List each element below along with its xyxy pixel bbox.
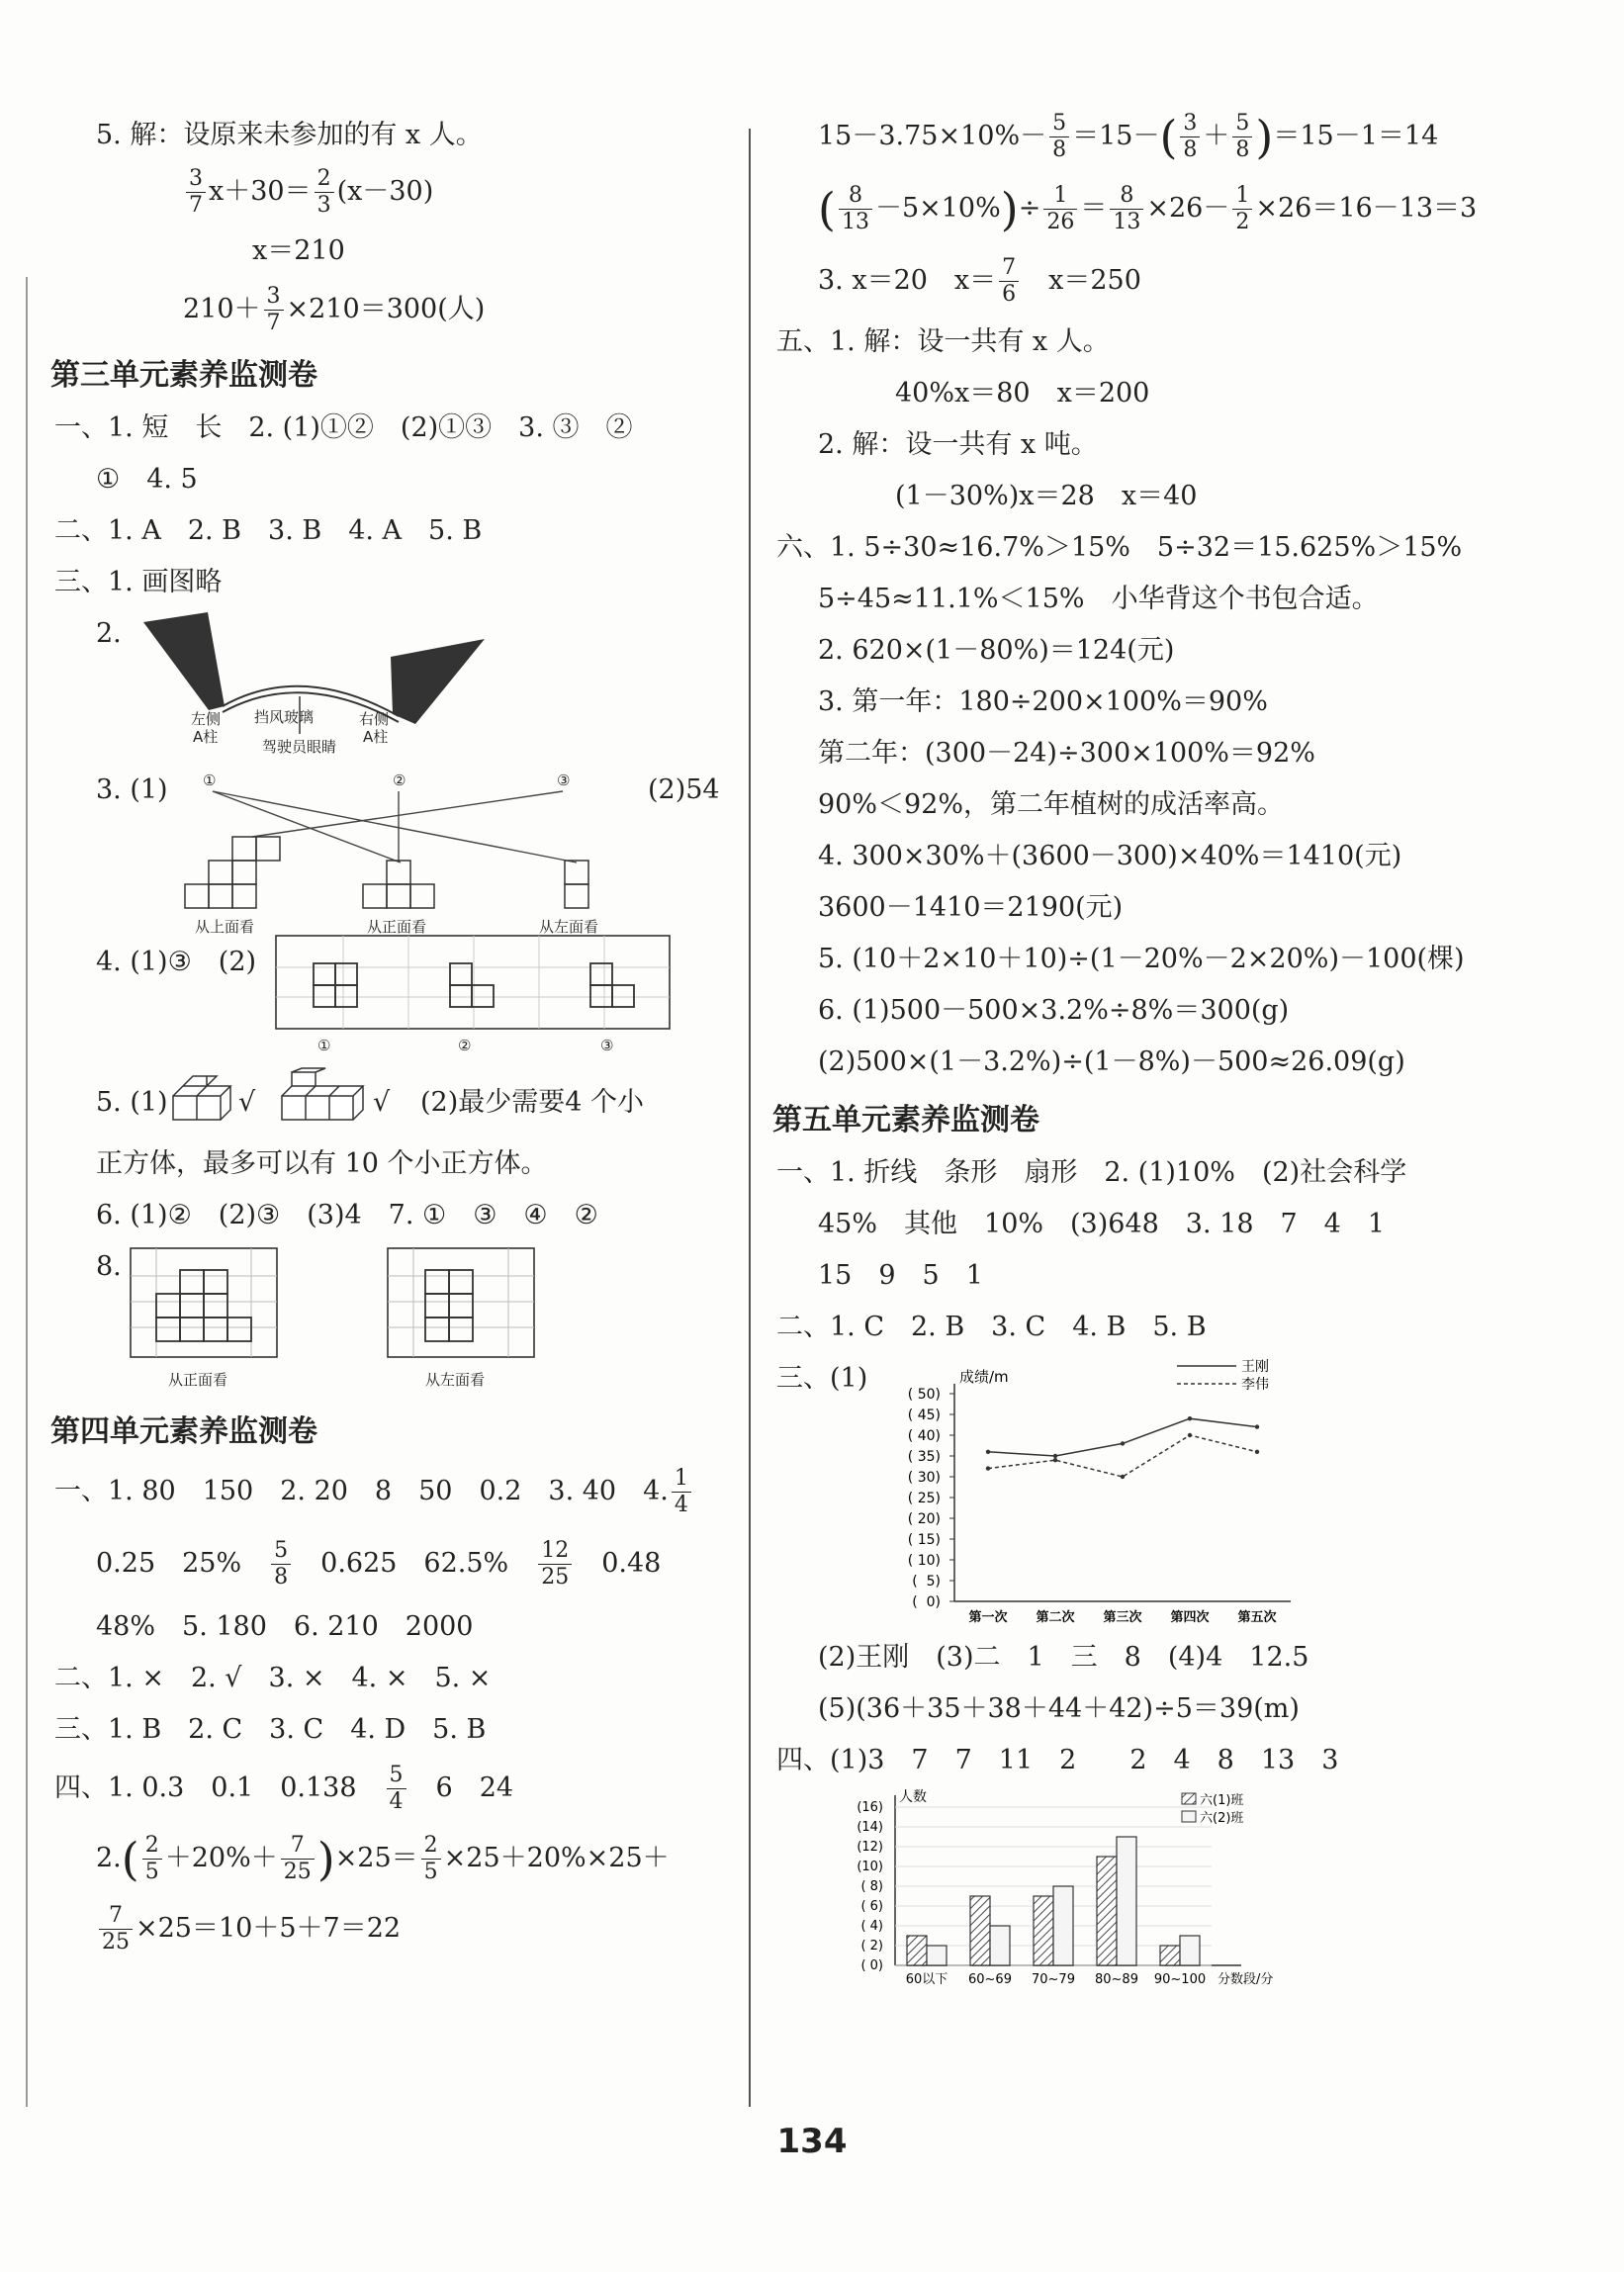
svg-text:②: ② bbox=[458, 1037, 472, 1054]
y-tick-label: ( 2) bbox=[860, 1939, 883, 1954]
data-point bbox=[1053, 1454, 1057, 1458]
frac-3-7: $\frac{3}{7}$ bbox=[264, 284, 284, 336]
svg-text:①: ① bbox=[203, 772, 217, 789]
legend-label: 王刚 bbox=[1241, 1359, 1269, 1375]
frac-7-6: $\frac{7}{6}$ bbox=[999, 255, 1019, 308]
frac-7-25: $\frac{7}{25}$ bbox=[99, 1903, 133, 1955]
r-line3: 3. x＝20 x＝ $\frac{7}{6}$ x＝250 bbox=[818, 255, 1141, 307]
line-chart bbox=[865, 1354, 1330, 1633]
x-tick-label: 90~100 bbox=[1153, 1972, 1207, 1987]
r-line21: 15 9 5 1 bbox=[818, 1260, 983, 1291]
data-point bbox=[1121, 1441, 1125, 1445]
u3-line4: 三、1. 画图略 bbox=[54, 567, 223, 597]
label-eye: 驾驶员眼睛 bbox=[262, 738, 337, 756]
bar-chart-block bbox=[776, 1789, 1489, 1991]
r-line4: 五、1. 解：设一共有 x 人。 bbox=[776, 326, 1110, 357]
data-point bbox=[1255, 1450, 1259, 1454]
r-line11: 3. 第一年：180÷200×100%＝90% bbox=[818, 686, 1268, 717]
column-divider bbox=[749, 129, 751, 2107]
r-line10: 2. 620×(1－80%)＝124(元) bbox=[818, 635, 1175, 666]
bar-2 bbox=[927, 1946, 947, 1965]
u3-q3-figure: 3. (1) (2)54 ① ② ③ 从上面看 从正面看 从左面看 bbox=[54, 764, 737, 938]
y-tick-label: ( 25) bbox=[907, 1491, 941, 1506]
data-point bbox=[986, 1450, 990, 1454]
frac-1-26: $\frac{1}{26}$ bbox=[1043, 183, 1077, 235]
windshield-diagram bbox=[134, 607, 549, 756]
r-line16: 5. (10＋2×10＋10)÷(1－20%－2×20%)－100(棵) bbox=[818, 944, 1465, 974]
x-tick-label: 60~69 bbox=[968, 1972, 1012, 1987]
frac-2-5: $\frac{2}{5}$ bbox=[421, 1833, 441, 1885]
r-line20: 45% 其他 10% (3)648 3. 18 7 4 1 bbox=[818, 1209, 1386, 1239]
svg-text:从正面看: 从正面看 bbox=[367, 918, 427, 936]
data-point bbox=[1121, 1475, 1125, 1479]
u3-line2: ① 4. 5 bbox=[96, 464, 198, 495]
u3-line1: 一、1. 短 长 2. (1)①② (2)①③ 3. ③ ② bbox=[54, 412, 633, 443]
u4-line4: 二、1. × 2. √ 3. × 4. × 5. × bbox=[54, 1663, 492, 1693]
y-tick-label: ( 30) bbox=[907, 1470, 941, 1486]
svg-text:A柱: A柱 bbox=[363, 728, 389, 746]
label-left: 左侧 bbox=[191, 710, 222, 728]
frac-2-5: $\frac{2}{5}$ bbox=[142, 1833, 162, 1885]
series-line-1 bbox=[988, 1418, 1257, 1456]
q8-views bbox=[129, 1246, 574, 1395]
line-chart-block: 三、(1) ( 0) ( 5) ( 10) ( 15) ( 20) ( 25) ( 30) ( 35) ( 40) ( 45) ( 50) 成绩/m 第一次 第二次 第三次 第四次 第五次 王刚 李伟 bbox=[776, 1360, 1489, 1639]
r-line14: 4. 300×30%＋(3600－300)×40%＝1410(元) bbox=[818, 841, 1402, 871]
y-tick-label: ( 4) bbox=[860, 1919, 883, 1934]
r-line15: 3600－1410＝2190(元) bbox=[818, 892, 1124, 923]
svg-text:③: ③ bbox=[600, 1037, 614, 1054]
r-line1: 15－3.75×10%－ $\frac{5}{8}$ ＝15－( $\frac{3}{8}$ ＋ $\frac{5}{8}$ )＝15－1＝14 bbox=[818, 110, 1439, 164]
svg-text:A柱: A柱 bbox=[193, 728, 219, 746]
u3-q2-figure: 2. 左侧 A柱 挡风玻璃 右侧 A柱 驾驶员眼睛 bbox=[54, 615, 737, 764]
u4-line6: 四、1. 0.3 0.1 0.138 $\frac{5}{4}$ 6 24 bbox=[54, 1763, 514, 1814]
q5-head: 5. 解：设原来未参加的有 x 人。 bbox=[96, 120, 483, 150]
r-line13: 90%＜92%，第二年植树的成活率高。 bbox=[818, 789, 1285, 820]
svg-text:①: ① bbox=[317, 1037, 331, 1054]
r-line2: ( $\frac{8}{13}$ －5×10%)÷ $\frac{1}{26}$ ＝ $\frac{8}{13}$ ×26－ $\frac{1}{2}$ ×26＝16－13＝3 bbox=[818, 182, 1478, 236]
left-margin-rule bbox=[26, 277, 28, 2107]
q4-views bbox=[274, 934, 675, 1060]
cube-sketches bbox=[163, 1066, 381, 1128]
y-axis-label: 人数 bbox=[899, 1789, 927, 1805]
svg-text:②: ② bbox=[393, 772, 406, 789]
right-pillar-shade bbox=[391, 639, 485, 724]
svg-text:从左面看: 从左面看 bbox=[425, 1371, 486, 1389]
legend-label: 李伟 bbox=[1241, 1377, 1269, 1393]
r-line26: 四、(1)3 7 7 11 2 2 4 8 13 3 bbox=[776, 1745, 1339, 1775]
q8-front bbox=[156, 1270, 251, 1341]
legend-label: 六(1)班 bbox=[1200, 1793, 1244, 1808]
r-line18: (2)500×(1－3.2%)÷(1－8%)－500≈26.09(g) bbox=[818, 1046, 1405, 1077]
frac-3-8: $\frac{3}{8}$ bbox=[1180, 111, 1200, 163]
page-number: 134 bbox=[776, 2122, 848, 2161]
r-line24: (2)王刚 (3)二 1 三 8 (4)4 12.5 bbox=[818, 1642, 1309, 1673]
data-point bbox=[1053, 1458, 1057, 1462]
unit4-title: 第四单元素养监测卷 bbox=[50, 1414, 317, 1449]
frac-3-7: $\frac{3}{7}$ bbox=[186, 166, 206, 219]
frac-1-4: $\frac{1}{4}$ bbox=[672, 1466, 691, 1518]
x-tick-label: 第二次 bbox=[1036, 1610, 1075, 1625]
r-line22: 二、1. C 2. B 3. C 4. B 5. B bbox=[776, 1312, 1207, 1342]
label-right: 右侧 bbox=[359, 710, 390, 728]
y-tick-label: (14) bbox=[857, 1820, 883, 1835]
x-tick-label: 80~89 bbox=[1095, 1972, 1138, 1987]
y-tick-label: ( 8) bbox=[860, 1879, 883, 1894]
u4-line5: 三、1. B 2. C 3. C 4. D 5. B bbox=[54, 1714, 487, 1745]
label-windshield: 挡风玻璃 bbox=[254, 708, 315, 726]
r-line19: 一、1. 折线 条形 扇形 2. (1)10% (2)社会科学 bbox=[776, 1157, 1407, 1188]
y-tick-label: (16) bbox=[857, 1800, 883, 1815]
u3-q5-cont: 正方体，最多可以有 10 个小正方体。 bbox=[96, 1148, 548, 1179]
x-tick-label: 70~79 bbox=[1032, 1972, 1075, 1987]
frac-5-8: $\frac{5}{8}$ bbox=[1232, 111, 1252, 163]
data-point bbox=[1255, 1424, 1259, 1428]
unit3-title: 第三单元素养监测卷 bbox=[50, 358, 317, 393]
u4-line7: 2.( $\frac{2}{5}$ ＋20%＋ $\frac{7}{25}$ )×25＝ $\frac{2}{5}$ ×25＋20%×25＋ bbox=[96, 1832, 670, 1886]
bar-chart bbox=[816, 1785, 1310, 1993]
svg-text:从正面看: 从正面看 bbox=[168, 1371, 228, 1389]
r-line25: (5)(36＋35＋38＋44＋42)÷5＝39(m) bbox=[818, 1693, 1300, 1724]
frac-5-4: $\frac{5}{4}$ bbox=[387, 1763, 406, 1815]
view-1 bbox=[314, 963, 357, 1007]
view-3 bbox=[590, 963, 634, 1007]
q5-eq1: $\frac{3}{7}$ x＋30＝ $\frac{2}{3}$ (x－30) bbox=[54, 166, 737, 219]
u3-q4-figure: 4. (1)③ (2) ① ② ③ bbox=[54, 944, 737, 1070]
u4-line2: 0.25 25% $\frac{5}{8}$ 0.625 62.5% $\frac{12}{25}$ 0.48 bbox=[96, 1538, 662, 1590]
u4-line3: 48% 5. 180 6. 210 2000 bbox=[96, 1611, 474, 1642]
y-tick-label: (10) bbox=[857, 1860, 883, 1874]
r-line12: 第二年：(300－24)÷300×100%＝92% bbox=[818, 738, 1315, 769]
r-line9: 5÷45≈11.1%＜15% 小华背这个书包合适。 bbox=[818, 584, 1379, 614]
x-tick-label: 第四次 bbox=[1170, 1610, 1210, 1625]
y-tick-label: ( 45) bbox=[907, 1408, 941, 1423]
data-point bbox=[1188, 1416, 1192, 1420]
data-point bbox=[1188, 1433, 1192, 1437]
x-tick-label: 第一次 bbox=[968, 1610, 1008, 1625]
legend-swatch bbox=[1182, 1811, 1196, 1822]
bar-2 bbox=[1053, 1886, 1073, 1965]
y-tick-label: ( 6) bbox=[860, 1899, 883, 1914]
svg-text:从左面看: 从左面看 bbox=[539, 918, 599, 936]
y-tick-label: ( 15) bbox=[907, 1532, 941, 1548]
bar-2 bbox=[1117, 1837, 1136, 1965]
bar-1 bbox=[1097, 1857, 1117, 1965]
frac-5-8: $\frac{5}{8}$ bbox=[271, 1538, 291, 1590]
x-axis-label: 分数段/分 bbox=[1218, 1972, 1274, 1987]
u4-line8: $\frac{7}{25}$ ×25＝10＋5＋7＝22 bbox=[54, 1903, 737, 1955]
r-line5: 40%x＝80 x＝200 bbox=[895, 378, 1150, 409]
frac-12-25: $\frac{12}{25}$ bbox=[538, 1538, 572, 1590]
y-tick-label: ( 5) bbox=[912, 1574, 941, 1590]
u3-q8-figure: 8. 从正面看 从左面看 bbox=[54, 1248, 737, 1397]
u3-q6: 6. (1)② (2)③ (3)4 7. ① ③ ④ ② bbox=[96, 1200, 598, 1230]
frac-8-13: $\frac{8}{13}$ bbox=[1110, 183, 1143, 235]
x-tick-label: 第五次 bbox=[1237, 1610, 1277, 1625]
q8-left bbox=[425, 1270, 473, 1341]
y-tick-label: ( 10) bbox=[907, 1553, 941, 1569]
legend-label: 六(2)班 bbox=[1200, 1811, 1244, 1826]
y-tick-label: ( 20) bbox=[907, 1511, 941, 1527]
q5-eq2: x＝210 bbox=[252, 235, 345, 266]
bar-2 bbox=[1180, 1936, 1200, 1965]
u3-q5: 5. (1) √ √ (2)最少需要4 个小 bbox=[54, 1074, 737, 1132]
unit5-title: 第五单元素养监测卷 bbox=[772, 1103, 1039, 1137]
left-column bbox=[50, 117, 737, 1969]
top-view bbox=[185, 837, 280, 908]
u4-line1: 一、1. 80 150 2. 20 8 50 0.2 3. 40 4. $\frac{1}{4}$ bbox=[54, 1466, 737, 1518]
y-tick-label: ( 40) bbox=[907, 1428, 941, 1444]
y-tick-label: (12) bbox=[857, 1840, 883, 1855]
views-matching bbox=[173, 764, 648, 938]
bar-1 bbox=[1034, 1896, 1053, 1965]
r-line17: 6. (1)500－500×3.2%÷8%＝300(g) bbox=[818, 995, 1290, 1026]
view-2 bbox=[450, 963, 494, 1007]
r-line6: 2. 解：设一共有 x 吨。 bbox=[818, 429, 1098, 460]
bar-1 bbox=[970, 1896, 990, 1965]
x-tick-label: 第三次 bbox=[1103, 1610, 1142, 1625]
bar-1 bbox=[907, 1936, 927, 1965]
x-tick-label: 60以下 bbox=[905, 1972, 948, 1987]
bar-1 bbox=[1160, 1946, 1180, 1965]
right-column bbox=[772, 110, 1489, 1991]
left-view bbox=[565, 861, 588, 908]
bar-2 bbox=[990, 1926, 1010, 1965]
frac-2-3: $\frac{2}{3}$ bbox=[315, 166, 334, 219]
r-line7: (1－30%)x＝28 x＝40 bbox=[895, 481, 1198, 511]
frac-1-2: $\frac{1}{2}$ bbox=[1232, 183, 1252, 235]
frac-5-8: $\frac{5}{8}$ bbox=[1049, 111, 1069, 163]
q5-eq3: 210＋ $\frac{3}{7}$ ×210＝300(人) bbox=[183, 284, 486, 335]
y-tick-label: ( 0) bbox=[912, 1594, 941, 1610]
r-line8: 六、1. 5÷30≈16.7%＞15% 5÷32＝15.625%＞15% bbox=[776, 532, 1463, 563]
frac-8-13: $\frac{8}{13}$ bbox=[839, 183, 872, 235]
y-tick-label: ( 50) bbox=[907, 1387, 941, 1403]
data-point bbox=[986, 1466, 990, 1470]
u3-line3: 二、1. A 2. B 3. B 4. A 5. B bbox=[54, 515, 483, 546]
y-axis-label: 成绩/m bbox=[959, 1368, 1009, 1386]
left-pillar-shade bbox=[143, 612, 225, 710]
svg-text:从上面看: 从上面看 bbox=[195, 918, 255, 936]
svg-text:③: ③ bbox=[557, 772, 571, 789]
legend-swatch bbox=[1182, 1793, 1196, 1804]
y-tick-label: ( 35) bbox=[907, 1449, 941, 1465]
front-view bbox=[363, 861, 434, 908]
frac-7-25: $\frac{7}{25}$ bbox=[281, 1833, 315, 1885]
y-tick-label: ( 0) bbox=[860, 1958, 883, 1973]
